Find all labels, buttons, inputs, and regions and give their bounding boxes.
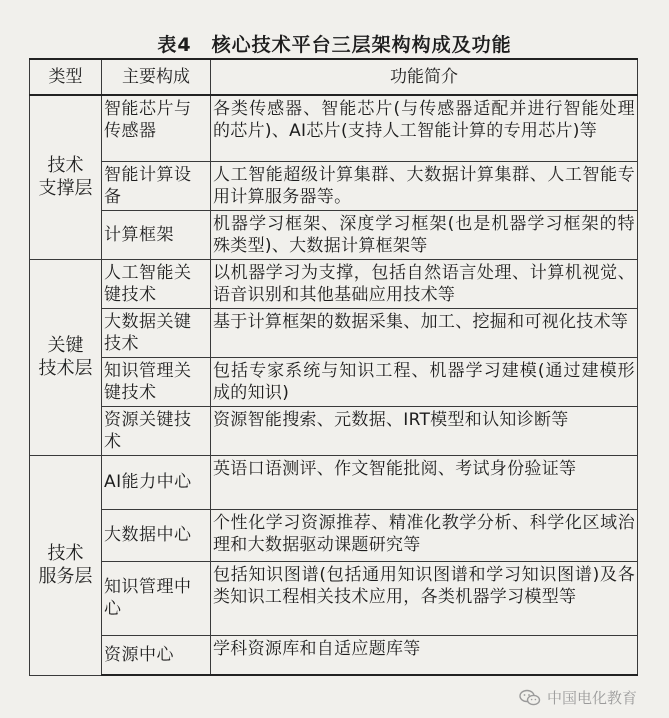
function-cell: 个性化学习资源推荐、精准化教学分析、科学化区域治理和大数据驱动课题研究等 [211, 509, 638, 561]
table-row [30, 635, 638, 675]
table-row [30, 308, 638, 357]
table-row [30, 259, 638, 308]
watermark-text: 中国电化教育 [546, 689, 637, 707]
wechat-logo-icon [519, 689, 541, 707]
layer-type-label: 技术 支撑层 [38, 155, 93, 200]
table-row [30, 357, 638, 406]
component-cell: 智能计算设备 [102, 161, 211, 210]
header-components: 主要构成 [102, 59, 211, 95]
layer-type-cell [30, 455, 102, 675]
component-cell: 资源中心 [102, 635, 211, 675]
table-row [30, 455, 638, 509]
table-row [30, 95, 638, 161]
component-cell: 智能芯片与传感器 [102, 95, 211, 161]
header-functions: 功能简介 [211, 59, 638, 95]
component-cell: 大数据中心 [102, 509, 211, 561]
component-cell: 计算框架 [102, 210, 211, 259]
component-cell: 大数据关键技术 [102, 308, 211, 357]
table-header-row [30, 59, 638, 95]
function-cell: 各类传感器、智能芯片(与传感器适配并进行智能处理的芯片)、AI芯片(支持人工智能计算的专用芯片)等 [211, 95, 638, 161]
table-row [30, 561, 638, 635]
component-cell: 资源关键技术 [102, 406, 211, 455]
table-row [30, 406, 638, 455]
function-cell: 机器学习框架、深度学习框架(也是机器学习框架的特殊类型)、大数据计算框架等 [211, 210, 638, 259]
component-cell: 知识管理关键技术 [102, 357, 211, 406]
function-cell: 以机器学习为支撑，包括自然语言处理、计算机视觉、语音识别和其他基础应用技术等 [211, 259, 638, 308]
function-cell: 包括专家系统与知识工程、机器学习建模(通过建模形成的知识) [211, 357, 638, 406]
function-cell: 基于计算框架的数据采集、加工、挖掘和可视化技术等 [211, 308, 638, 357]
layer-type-label: 关键 技术层 [38, 335, 93, 379]
architecture-table [29, 58, 638, 676]
header-type: 类型 [30, 59, 102, 95]
layer-type-label: 技术 服务层 [38, 543, 93, 587]
table-title: 表4 核心技术平台三层架构构成及功能 [157, 34, 512, 56]
table-row [30, 161, 638, 210]
table-row [30, 509, 638, 561]
watermark [519, 687, 637, 708]
component-cell: AI能力中心 [102, 455, 211, 509]
layer-type-cell [30, 259, 102, 455]
component-cell: 知识管理中心 [102, 561, 211, 635]
function-cell: 人工智能超级计算集群、大数据计算集群、人工智能专用计算服务器等。 [211, 161, 638, 210]
layer-type-cell [30, 95, 102, 259]
function-cell: 资源智能搜索、元数据、IRT模型和认知诊断等 [211, 406, 638, 455]
component-cell: 人工智能关键技术 [102, 259, 211, 308]
function-cell: 学科资源库和自适应题库等 [211, 635, 638, 675]
function-cell: 包括知识图谱(包括通用知识图谱和学习知识图谱)及各类知识工程相关技术应用，各类机器学习模型等 [211, 561, 638, 635]
table-row [30, 210, 638, 259]
function-cell: 英语口语测评、作文智能批阅、考试身份验证等 [211, 455, 638, 509]
